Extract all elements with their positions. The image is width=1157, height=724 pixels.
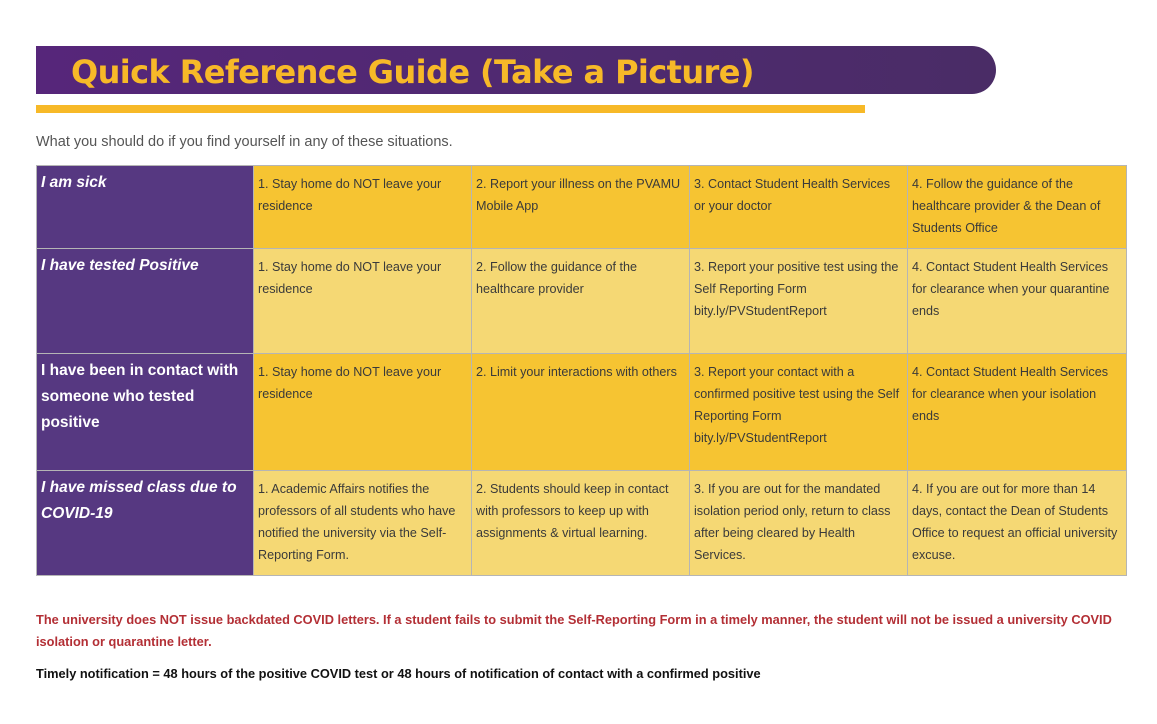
table-row-contact — [37, 354, 1127, 471]
step-cell: 3. Contact Student Health Services or your doctor — [690, 166, 908, 249]
reference-table — [36, 165, 1127, 576]
step-cell: 3. Report your contact with a confirmed positive test using the Self Reporting Form bity.ly/PVStudentReport — [690, 354, 908, 471]
page-title: Quick Reference Guide (Take a Picture) — [71, 53, 754, 91]
step-cell: 1. Stay home do NOT leave your residence — [254, 249, 472, 354]
table-row-tested-positive — [37, 249, 1127, 354]
step-cell: 1. Stay home do NOT leave your residence — [254, 354, 472, 471]
title-banner — [36, 46, 996, 94]
timely-notification-note: Timely notification = 48 hours of the positive COVID test or 48 hours of notification of contact with a confirmed positive — [36, 666, 761, 681]
situation-cell: I have been in contact with someone who tested positive — [37, 354, 254, 471]
step-cell: 2. Students should keep in contact with professors to keep up with assignments & virtual learning. — [472, 471, 690, 576]
step-cell: 4. If you are out for more than 14 days, contact the Dean of Students Office to request an official university excuse. — [908, 471, 1127, 576]
step-cell: 1. Stay home do NOT leave your residence — [254, 166, 472, 249]
step-cell: 4. Contact Student Health Services for clearance when your isolation ends — [908, 354, 1127, 471]
situation-cell: I have tested Positive — [37, 249, 254, 354]
table-row-sick — [37, 166, 1127, 249]
step-cell: 3. If you are out for the mandated isolation period only, return to class after being cleared by Health Services. — [690, 471, 908, 576]
step-cell: 2. Report your illness on the PVAMU Mobile App — [472, 166, 690, 249]
intro-text: What you should do if you find yourself in any of these situations. — [36, 134, 453, 150]
step-cell: 3. Report your positive test using the Self Reporting Form bity.ly/PVStudentReport — [690, 249, 908, 354]
step-cell: 2. Limit your interactions with others — [472, 354, 690, 471]
situation-cell: I have missed class due to COVID-19 — [37, 471, 254, 576]
step-cell: 1. Academic Affairs notifies the professors of all students who have notified the university via the Self-Reporting Form. — [254, 471, 472, 576]
step-cell: 4. Contact Student Health Services for clearance when your quarantine ends — [908, 249, 1127, 354]
step-cell: 4. Follow the guidance of the healthcare provider & the Dean of Students Office — [908, 166, 1127, 249]
step-cell: 2. Follow the guidance of the healthcare provider — [472, 249, 690, 354]
title-underline-bar — [36, 105, 865, 113]
situation-cell: I am sick — [37, 166, 254, 249]
backdated-letters-notice: The university does NOT issue backdated COVID letters. If a student fails to submit the Self-Reporting Form in a timely manner, the student will not be issued a university COVID isolation or quarantine letter. — [36, 612, 1112, 649]
table-row-missed-class — [37, 471, 1127, 576]
